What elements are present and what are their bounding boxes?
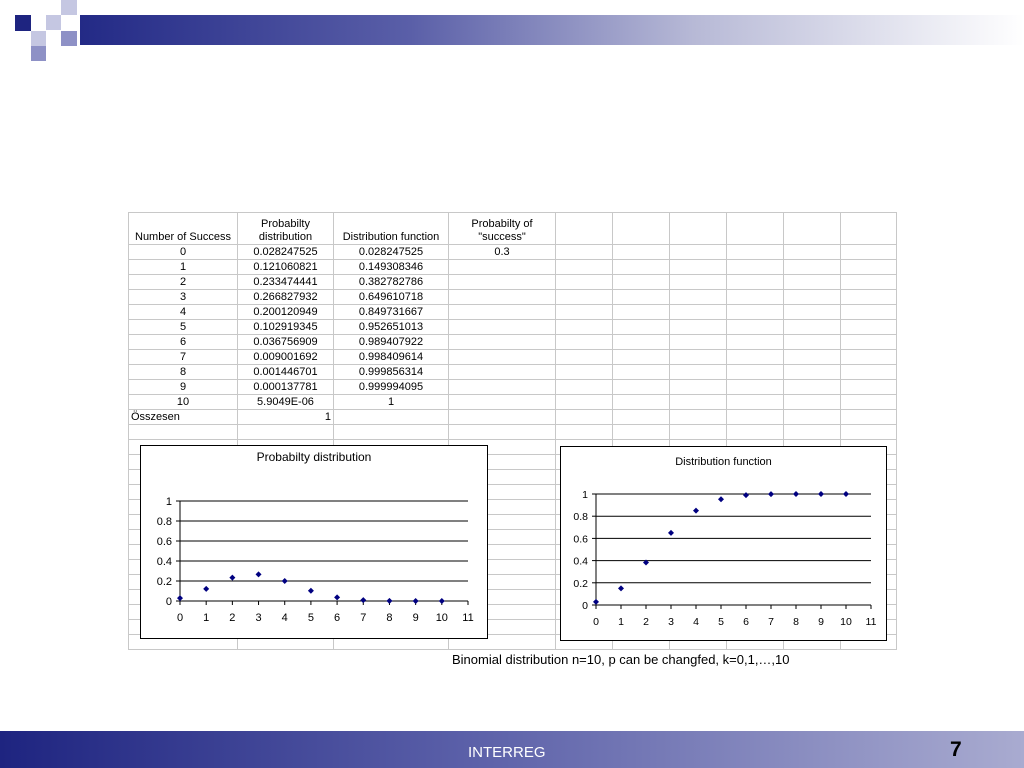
x-tick-label: 9 xyxy=(818,616,824,628)
table-cell[interactable]: 0.999994095 xyxy=(334,380,449,395)
y-tick-label: 0.2 xyxy=(156,576,172,588)
total-value[interactable]: 1 xyxy=(238,410,334,425)
x-tick-label: 3 xyxy=(255,612,262,624)
data-point xyxy=(413,598,419,604)
table-cell[interactable]: 3 xyxy=(129,290,238,305)
x-tick-label: 5 xyxy=(307,612,314,624)
x-tick-label: 4 xyxy=(693,616,699,628)
y-tick-label: 0.6 xyxy=(573,533,588,546)
data-point xyxy=(282,578,288,584)
chart-title: Probabilty distribution xyxy=(256,450,372,464)
header-probability-of-success: Probabilty of "success" xyxy=(449,213,556,245)
x-tick-label: 5 xyxy=(718,616,724,628)
logo-square-4 xyxy=(31,31,46,46)
table-cell[interactable]: 10 xyxy=(129,395,238,410)
x-tick-label: 11 xyxy=(462,612,474,624)
x-tick-label: 6 xyxy=(334,612,341,624)
x-tick-label: 1 xyxy=(203,612,210,624)
table-cell[interactable]: 1 xyxy=(334,395,449,410)
x-tick-label: 0 xyxy=(593,616,599,628)
y-tick-label: 0.8 xyxy=(573,511,588,524)
data-point xyxy=(386,598,392,604)
distribution-function-chart-svg xyxy=(561,447,886,640)
data-point xyxy=(818,491,824,497)
x-tick-label: 10 xyxy=(840,616,852,628)
total-label[interactable]: Összesen xyxy=(129,410,238,425)
x-tick-label: 2 xyxy=(643,616,649,628)
data-point xyxy=(308,588,314,594)
table-cell[interactable]: 7 xyxy=(129,350,238,365)
x-tick-label: 8 xyxy=(793,616,799,628)
data-point xyxy=(693,508,699,514)
logo-square-5 xyxy=(61,31,77,46)
total-row xyxy=(129,410,897,425)
table-row xyxy=(129,305,897,320)
data-point xyxy=(203,586,209,592)
data-point xyxy=(593,599,599,605)
table-cell[interactable]: 0.000137781 xyxy=(238,380,334,395)
table-cell[interactable]: 0.001446701 xyxy=(238,365,334,380)
x-tick-label: 2 xyxy=(229,612,236,624)
y-tick-label: 0.8 xyxy=(156,516,172,528)
table-cell[interactable]: 0.989407922 xyxy=(334,335,449,350)
x-tick-label: 0 xyxy=(176,612,184,624)
footer-label: INTERREG xyxy=(468,744,546,761)
data-point xyxy=(229,575,235,581)
caption-text: Binomial distribution n=10, p can be changfed, k=0,1,…,10 xyxy=(452,652,790,667)
table-row xyxy=(129,245,897,260)
header-number-of-success: Number of Success xyxy=(129,213,238,245)
x-tick-label: 10 xyxy=(435,612,448,624)
table-cell[interactable]: 0.266827932 xyxy=(238,290,334,305)
table-cell[interactable]: 0.999856314 xyxy=(334,365,449,380)
data-point xyxy=(668,530,674,536)
y-tick-label: 0 xyxy=(582,600,588,612)
x-tick-label: 4 xyxy=(281,612,288,624)
table-cell[interactable]: 0.200120949 xyxy=(238,305,334,320)
table-cell[interactable]: 0.009001692 xyxy=(238,350,334,365)
y-tick-label: 0 xyxy=(165,596,172,608)
x-tick-label: 7 xyxy=(360,612,367,624)
table-cell[interactable]: 0.036756909 xyxy=(238,335,334,350)
y-tick-label: 0.6 xyxy=(156,536,172,548)
table-cell[interactable]: 5.9049E-06 xyxy=(238,395,334,410)
table-cell[interactable]: 1 xyxy=(129,260,238,275)
probability-distribution-chart[interactable] xyxy=(140,445,488,639)
spreadsheet xyxy=(128,212,896,668)
table-cell[interactable]: 0.952651013 xyxy=(334,320,449,335)
table-row xyxy=(129,260,897,275)
data-point xyxy=(793,491,799,497)
table-cell[interactable]: 2 xyxy=(129,275,238,290)
table-cell[interactable]: 8 xyxy=(129,365,238,380)
empty-row xyxy=(129,425,897,440)
table-row xyxy=(129,335,897,350)
x-tick-label: 3 xyxy=(668,616,674,628)
data-point xyxy=(439,598,445,604)
probability-distribution-chart-svg xyxy=(141,446,487,638)
distribution-function-chart[interactable] xyxy=(560,446,887,641)
data-point xyxy=(618,585,624,591)
x-tick-label: 9 xyxy=(412,612,419,624)
data-point xyxy=(768,491,774,497)
table-cell[interactable]: 0.149308346 xyxy=(334,260,449,275)
table-row xyxy=(129,320,897,335)
chart-title: Distribution function xyxy=(675,456,772,468)
table-row xyxy=(129,395,897,410)
table-row xyxy=(129,275,897,290)
table-cell[interactable]: 0.998409614 xyxy=(334,350,449,365)
y-tick-label: 0.4 xyxy=(573,555,588,568)
table-cell[interactable]: 0.649610718 xyxy=(334,290,449,305)
x-tick-label: 6 xyxy=(743,616,749,628)
table-cell[interactable]: 6 xyxy=(129,335,238,350)
x-tick-label: 8 xyxy=(386,612,393,624)
x-tick-label: 11 xyxy=(865,616,877,628)
table-cell[interactable]: 0.028247525 xyxy=(238,245,334,260)
page-number: 7 xyxy=(950,738,962,761)
data-point xyxy=(743,492,749,498)
y-tick-label: 1 xyxy=(165,496,172,508)
p-value-cell[interactable]: 0.3 xyxy=(449,245,556,260)
table-row xyxy=(129,365,897,380)
table-cell[interactable]: 5 xyxy=(129,320,238,335)
y-tick-label: 1 xyxy=(582,489,588,501)
data-point xyxy=(718,496,724,502)
logo-square-1 xyxy=(15,15,31,31)
table-row xyxy=(129,380,897,395)
x-tick-label: 1 xyxy=(618,616,624,628)
logo-square-6 xyxy=(31,46,46,61)
y-tick-label: 0.4 xyxy=(156,556,172,568)
header-probability-distribution: Probabilty distribution xyxy=(238,213,334,245)
x-tick-label: 7 xyxy=(768,616,774,628)
table-row xyxy=(129,290,897,305)
table-row xyxy=(129,350,897,365)
table-cell[interactable]: 0.849731667 xyxy=(334,305,449,320)
data-point xyxy=(334,594,340,600)
table-cell[interactable]: 0.382782786 xyxy=(334,275,449,290)
table-cell[interactable]: 9 xyxy=(129,380,238,395)
y-tick-label: 0.2 xyxy=(573,577,588,590)
table-cell[interactable]: 4 xyxy=(129,305,238,320)
data-point xyxy=(256,571,262,577)
table-cell[interactable]: 0.233474441 xyxy=(238,275,334,290)
data-point xyxy=(177,595,183,601)
data-point xyxy=(843,491,849,497)
table-cell[interactable]: 0.028247525 xyxy=(334,245,449,260)
table-cell[interactable]: 0.102919345 xyxy=(238,320,334,335)
header-distribution-function: Distribution function xyxy=(334,213,449,245)
table-cell[interactable]: 0 xyxy=(129,245,238,260)
header-gradient-bar xyxy=(80,15,1024,45)
logo-square-3 xyxy=(46,15,61,30)
logo-square-2 xyxy=(61,0,77,15)
table-header-row xyxy=(129,213,897,245)
table-cell[interactable]: 0.121060821 xyxy=(238,260,334,275)
data-point xyxy=(360,597,366,603)
